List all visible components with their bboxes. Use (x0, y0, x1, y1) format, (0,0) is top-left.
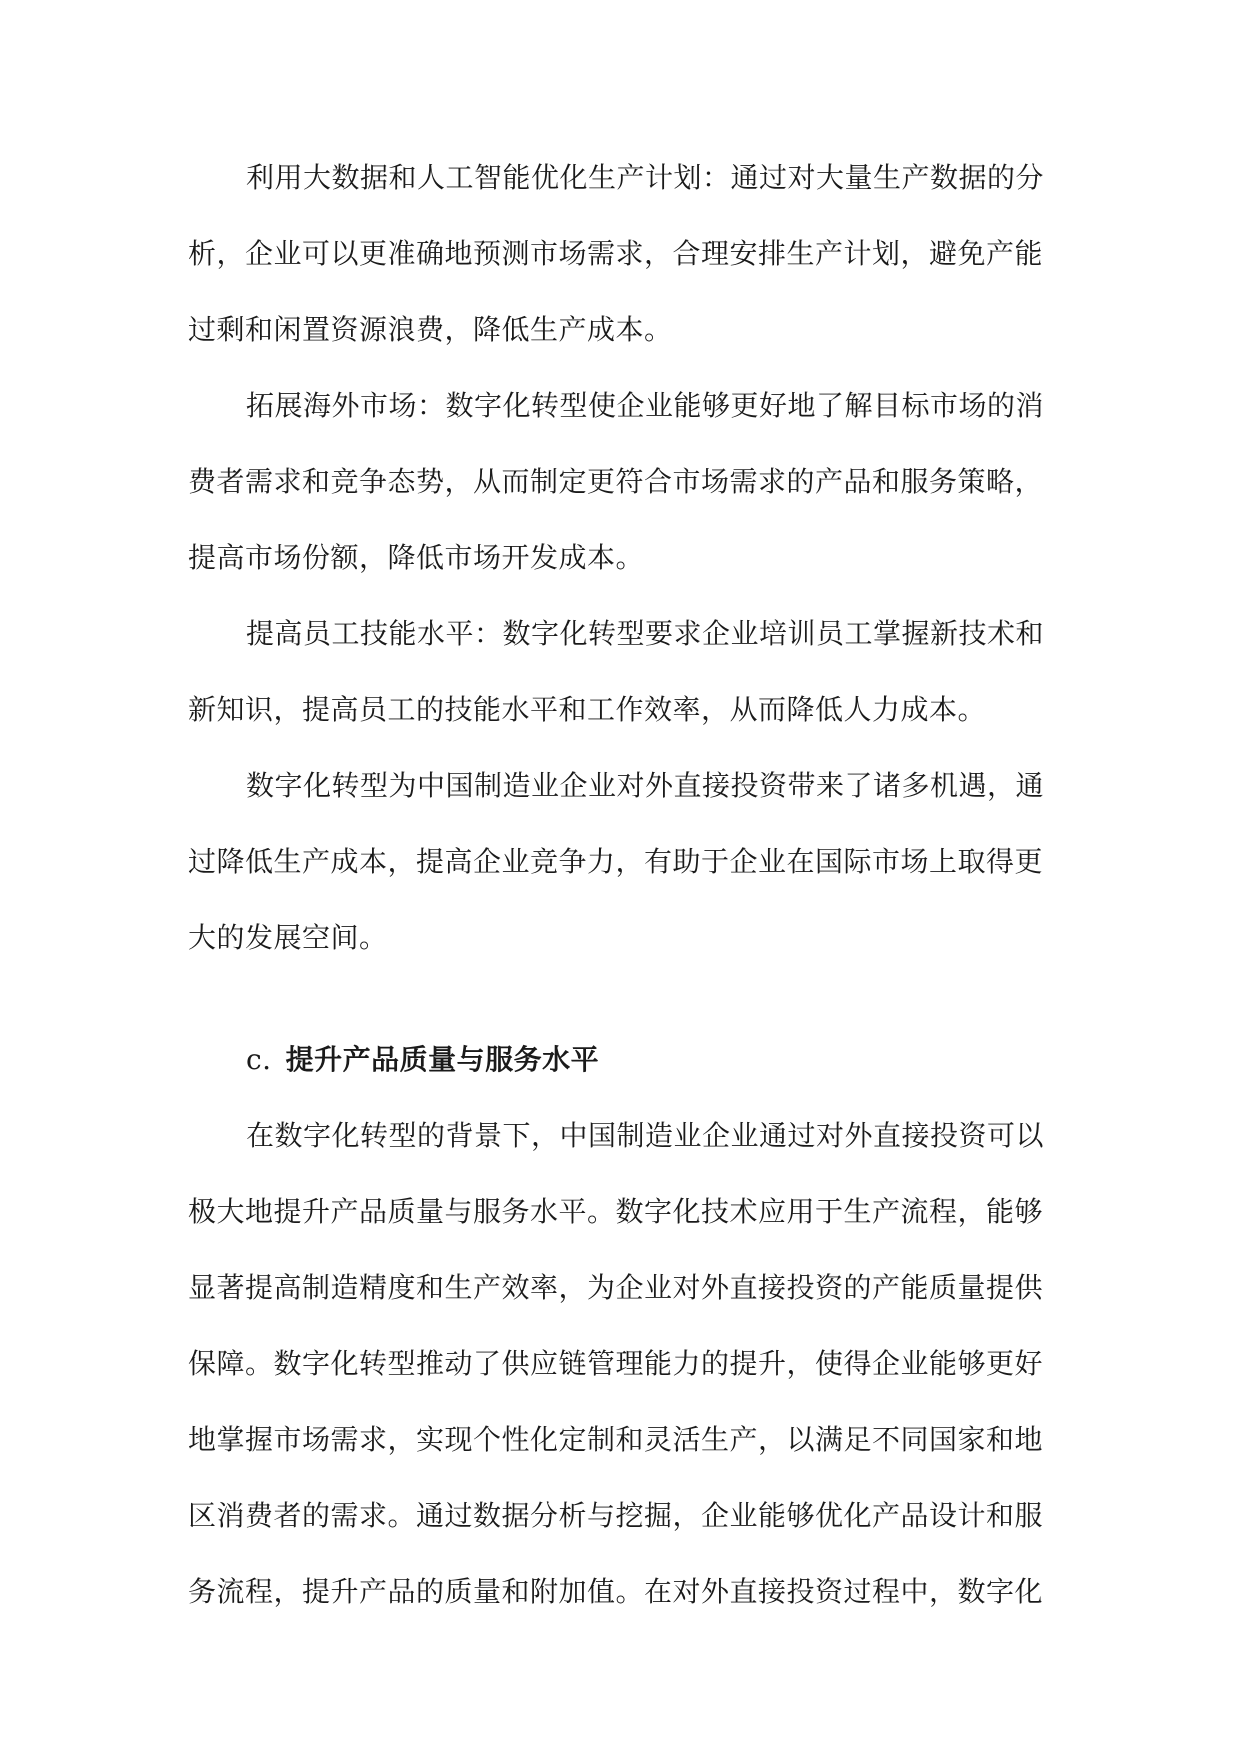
paragraph-line: 析，企业可以更准确地预测市场需求，合理安排生产计划，避免产能 (188, 237, 1044, 270)
paragraph-optimize-production (188, 140, 1050, 368)
paragraph-line: 极大地提升产品质量与服务水平。数字化技术应用于生产流程，能够 (188, 1195, 1044, 1228)
paragraph-quality-service (188, 1098, 1050, 1630)
paragraph-line: 拓展海外市场：数字化转型使企业能够更好地了解目标市场的消 (246, 389, 1045, 422)
section-heading-text: 提升产品质量与服务水平 (285, 1043, 600, 1076)
paragraph-line: 过剩和闲置资源浪费，降低生产成本。 (188, 313, 673, 346)
paragraph-line: 在数字化转型的背景下，中国制造业企业通过对外直接投资可以 (246, 1119, 1045, 1152)
paragraph-line: 利用大数据和人工智能优化生产计划：通过对大量生产数据的分 (246, 161, 1045, 194)
paragraph-line: 费者需求和竞争态势，从而制定更符合市场需求的产品和服务策略， (188, 465, 1044, 498)
paragraph-line: 大的发展空间。 (188, 921, 388, 954)
paragraph-line: 提高员工技能水平：数字化转型要求企业培训员工掌握新技术和 (246, 617, 1045, 650)
paragraph-line: 保障。数字化转型推动了供应链管理能力的提升，使得企业能够更好 (188, 1347, 1044, 1380)
paragraph-line: 数字化转型为中国制造业企业对外直接投资带来了诸多机遇，通 (246, 769, 1045, 802)
section-heading-prefix: c. (246, 1043, 272, 1076)
paragraph-line: 区消费者的需求。通过数据分析与挖掘，企业能够优化产品设计和服 (188, 1499, 1044, 1532)
section-heading (188, 1022, 1050, 1098)
paragraph-line: 提高市场份额，降低市场开发成本。 (188, 541, 645, 574)
paragraph-line: 务流程，提升产品的质量和附加值。在对外直接投资过程中，数字化 (188, 1575, 1044, 1608)
paragraph-line: 地掌握市场需求，实现个性化定制和灵活生产，以满足不同国家和地 (188, 1423, 1044, 1456)
paragraph-employee-skills (188, 596, 1050, 748)
paragraph-overseas-market (188, 368, 1050, 596)
document-body (188, 140, 1050, 1630)
paragraph-line: 新知识，提高员工的技能水平和工作效率，从而降低人力成本。 (188, 693, 987, 726)
paragraph-line: 过降低生产成本，提高企业竞争力，有助于企业在国际市场上取得更 (188, 845, 1044, 878)
paragraph-summary (188, 748, 1050, 976)
paragraph-line: 显著提高制造精度和生产效率，为企业对外直接投资的产能质量提供 (188, 1271, 1044, 1304)
